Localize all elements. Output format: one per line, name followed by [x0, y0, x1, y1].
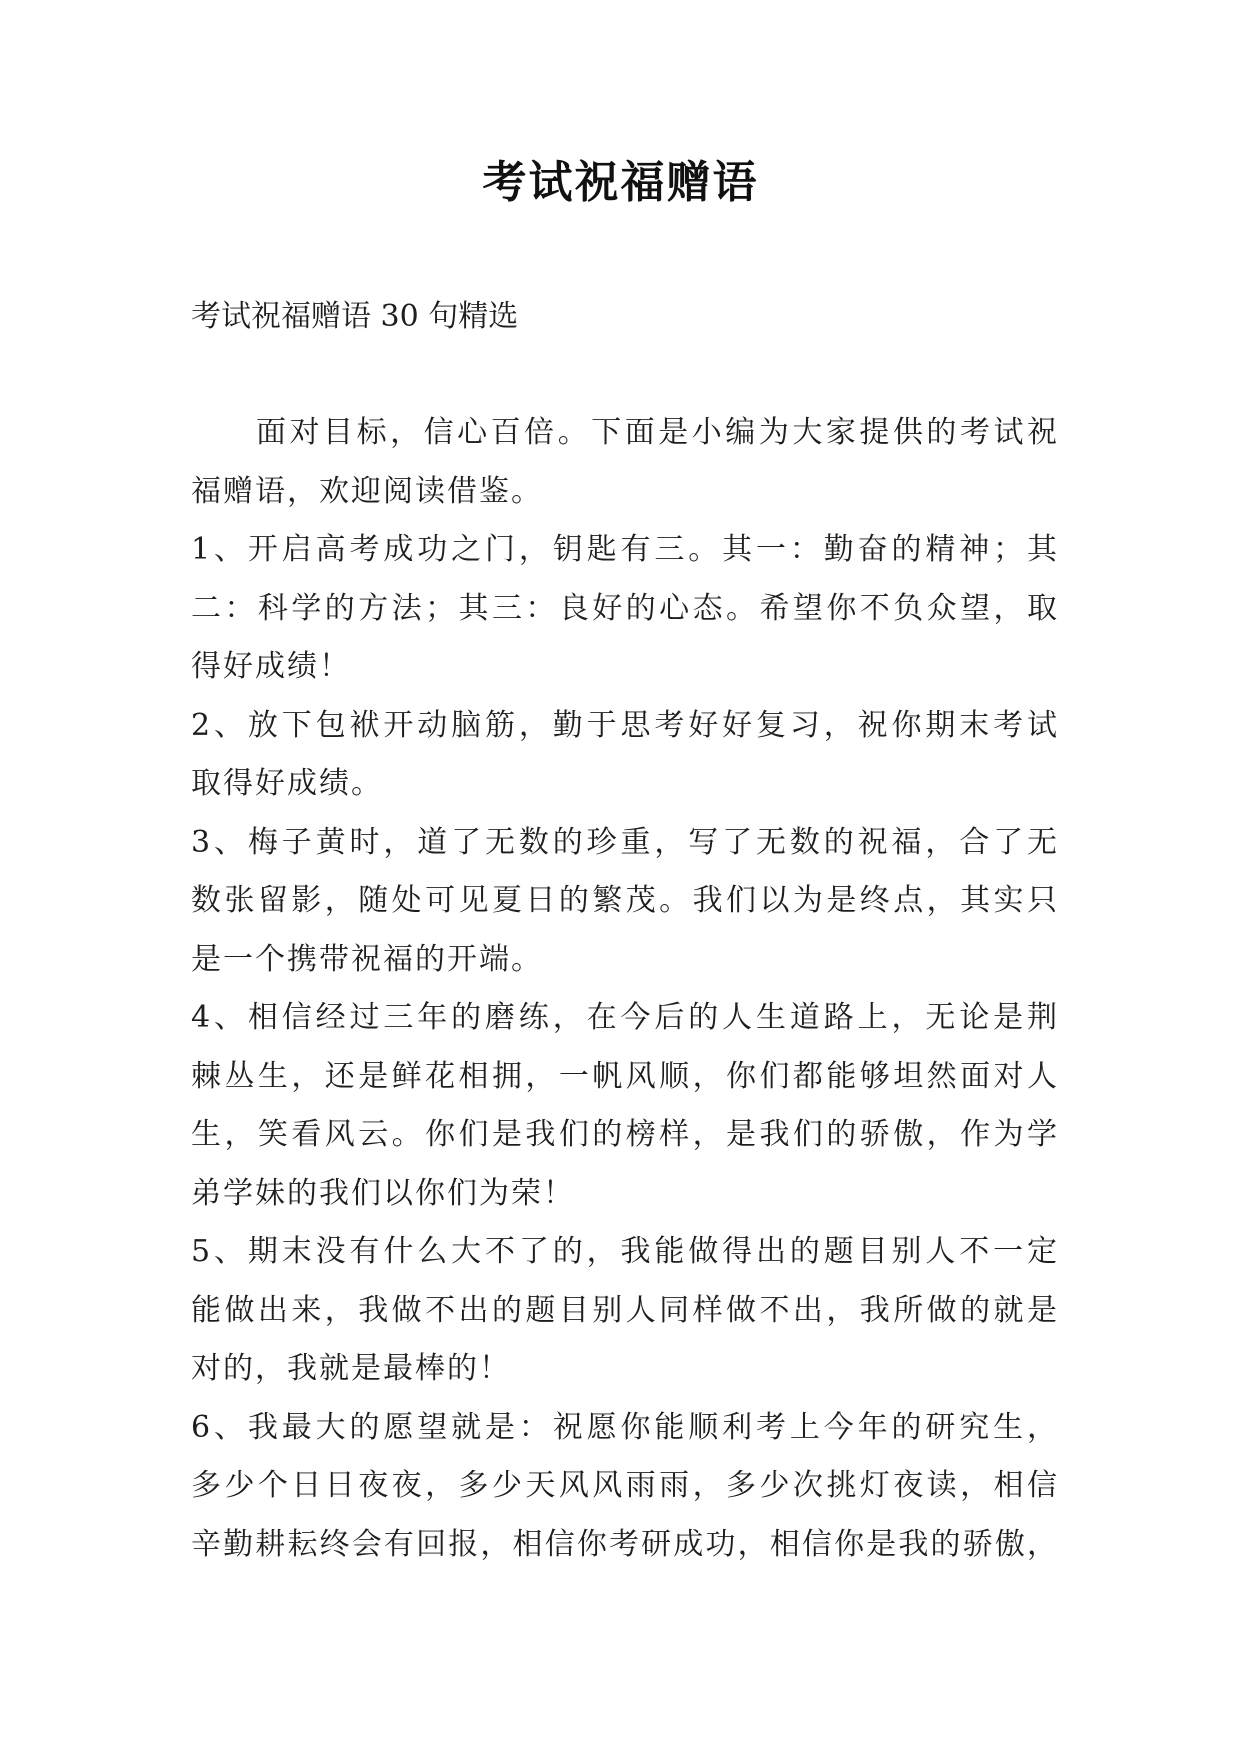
intro-paragraph [191, 404, 1057, 521]
paragraph-line: 棘丛生，还是鲜花相拥，一帆风顺，你们都能够坦然面对人 [191, 1058, 1057, 1094]
paragraph-line: 面对目标，信心百倍。下面是小编为大家提供的考试祝 [256, 415, 1057, 450]
paragraph-line: 二：科学的方法；其三：良好的心态。希望你不负众望，取 [191, 590, 1057, 626]
paragraph-line: 6、我最大的愿望就是：祝愿你能顺利考上今年的研究生， [191, 1409, 1057, 1445]
paragraph-line: 多少个日日夜夜，多少天风风雨雨，多少次挑灯夜读，相信 [191, 1468, 1057, 1503]
document-title: 考试祝福赠语 [482, 157, 759, 208]
paragraph-line: 数张留影，随处可见夏日的繁茂。我们以为是终点，其实只 [191, 883, 1057, 918]
paragraph-line: 4、相信经过三年的磨练，在今后的人生道路上，无论是荆 [191, 1000, 1057, 1035]
paragraph-line: 福赠语，欢迎阅读借鉴。 [191, 473, 543, 509]
paragraph-line: 生，笑看风云。你们是我们的榜样，是我们的骄傲，作为学 [191, 1117, 1057, 1152]
paragraph-line: 取得好成绩。 [191, 766, 383, 801]
paragraph-line: 得好成绩！ [191, 649, 351, 684]
blessing-item-4 [191, 989, 1057, 1223]
paragraph-line: 辛勤耕耘终会有回报，相信你考研成功，相信你是我的骄傲， [191, 1526, 1057, 1562]
paragraph-line: 对的，我就是最棒的！ [191, 1351, 511, 1386]
paragraph-line: 1、开启高考成功之门，钥匙有三。其一：勤奋的精神；其 [191, 532, 1057, 567]
blessing-item-2 [191, 697, 1057, 814]
paragraph-line: 是一个携带祝福的开端。 [191, 941, 543, 977]
paragraph-line: 2、放下包袱开动脑筋，勤于思考好好复习，祝你期末考试 [191, 707, 1057, 743]
blessing-item-1 [191, 521, 1057, 697]
document-subtitle: 考试祝福赠语 30 句精选 [191, 299, 519, 334]
paragraph-line: 能做出来，我做不出的题目别人同样做不出，我所做的就是 [191, 1292, 1057, 1328]
blessing-item-6 [191, 1399, 1057, 1575]
paragraph-line: 弟学妹的我们以你们为荣！ [191, 1175, 575, 1211]
paragraph-line: 5、期末没有什么大不了的，我能做得出的题目别人不一定 [191, 1234, 1057, 1269]
blessing-item-3 [191, 814, 1057, 990]
paragraph-line: 3、梅子黄时，道了无数的珍重，写了无数的祝福，合了无 [191, 824, 1057, 860]
document-body [191, 404, 1057, 1574]
blessing-item-5 [191, 1223, 1057, 1399]
